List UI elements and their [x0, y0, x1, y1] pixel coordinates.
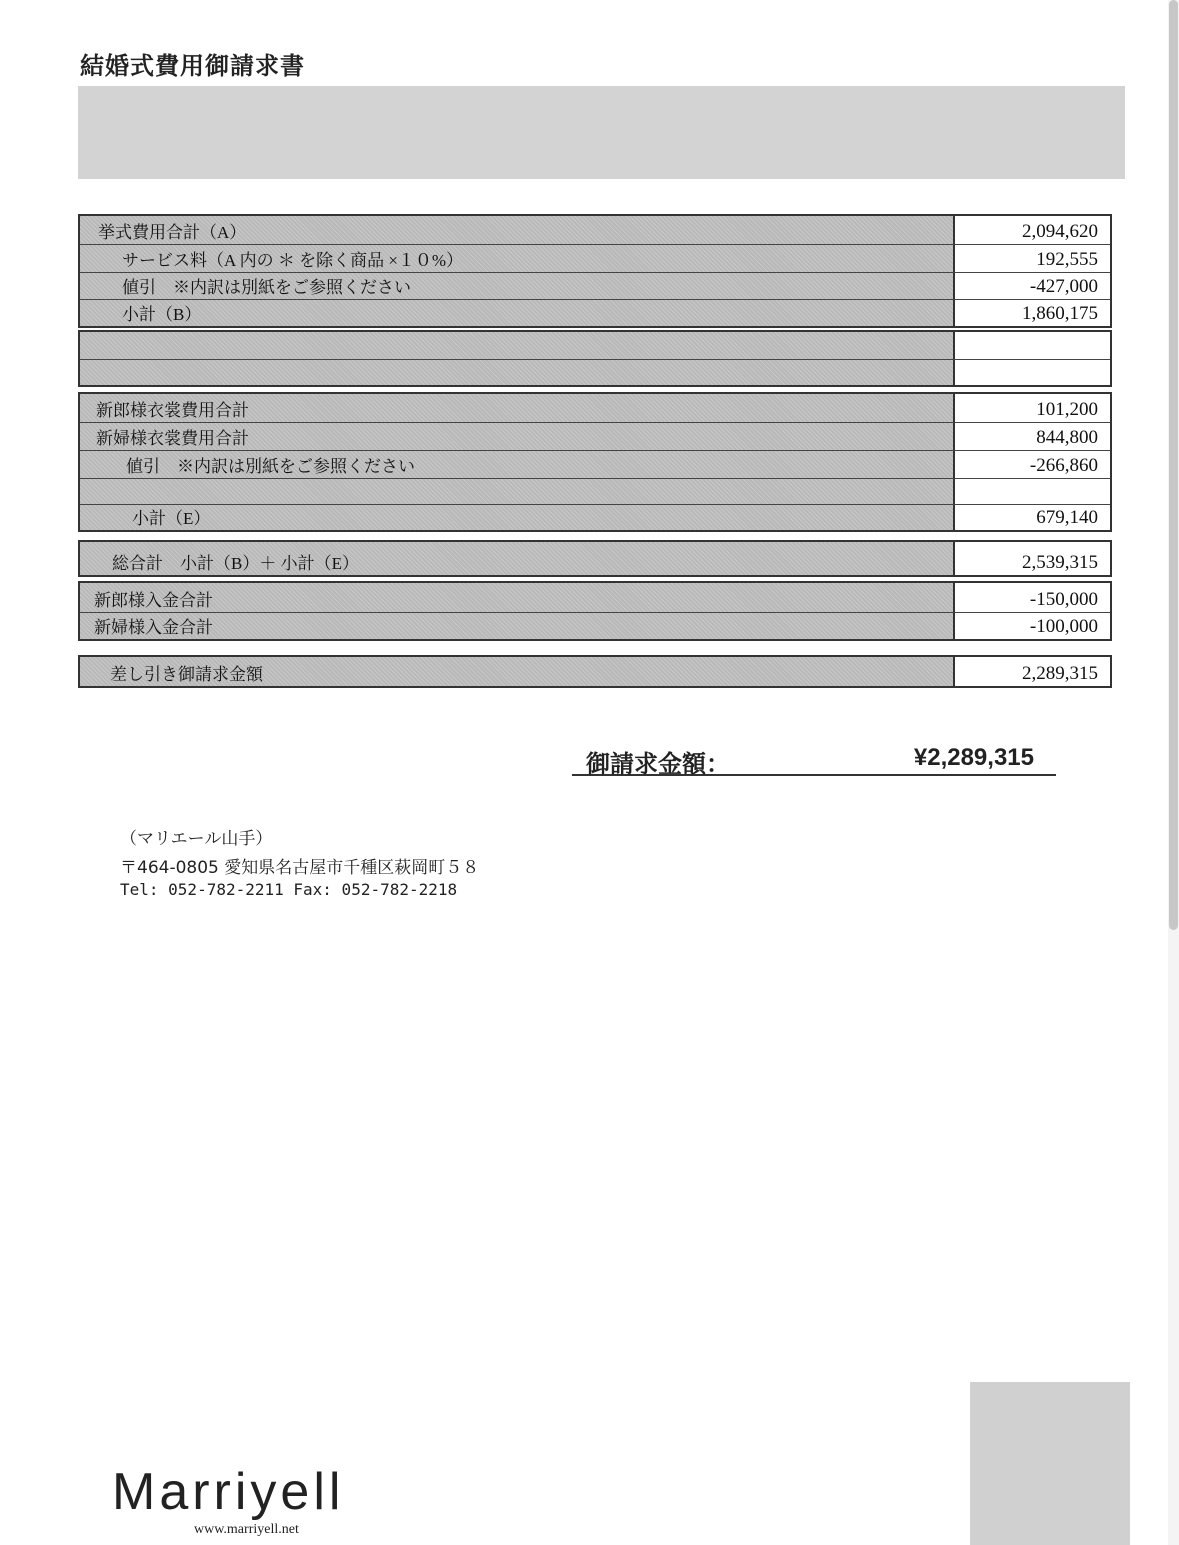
row-value [955, 332, 1110, 359]
row-value: -100,000 [955, 613, 1110, 639]
row-value: 2,094,620 [955, 216, 1110, 244]
row-label: 新婦様衣裳費用合計 [80, 423, 955, 450]
redacted-stamp-area [970, 1382, 1130, 1545]
row-value: 101,200 [955, 394, 1110, 422]
billing-total-label: 御請求金額： [586, 750, 730, 778]
costume-cost-block [78, 392, 1112, 532]
row-label: 差し引き御請求金額 [80, 657, 955, 686]
row-value: 844,800 [955, 423, 1110, 450]
row-label [80, 479, 955, 504]
company-contact: Tel: 052-782-2211 Fax: 052-782-2218 [120, 880, 458, 899]
scrollbar-thumb[interactable] [1169, 0, 1178, 930]
row-value: 192,555 [955, 245, 1110, 272]
deposit-block [78, 581, 1112, 641]
row-label: 小計（B） [80, 300, 955, 326]
table-row [80, 612, 1110, 639]
table-row [80, 542, 1110, 575]
row-value: -150,000 [955, 583, 1110, 612]
redacted-header-area [78, 86, 1125, 179]
row-label: 値引 ※内訳は別紙をご参照ください [80, 273, 955, 299]
empty-block [78, 330, 1112, 387]
grand-total-block [78, 540, 1112, 577]
row-label: 新郎様入金合計 [80, 583, 955, 612]
row-label: 新郎様衣裳費用合計 [80, 394, 955, 422]
table-row [80, 657, 1110, 686]
brand-url: www.marriyell.net [194, 1522, 299, 1537]
company-name: （マリエール山手） [120, 829, 273, 849]
row-label: 新婦様入金合計 [80, 613, 955, 639]
row-label: 総合計 小計（B）＋ 小計（E） [80, 542, 955, 575]
table-row [80, 504, 1110, 530]
row-label: サービス料（A 内の ＊ を除く商品 ×１０%） [80, 245, 955, 272]
billing-total-value: ¥2,289,315 [913, 744, 1034, 771]
table-row [80, 450, 1110, 478]
brand-logo: Marriyell [112, 1463, 345, 1521]
table-row [80, 216, 1110, 244]
row-value [955, 479, 1110, 504]
row-value: 1,860,175 [955, 300, 1110, 326]
table-row [80, 244, 1110, 272]
row-value: -427,000 [955, 273, 1110, 299]
company-address: 〒464-0805 愛知県名古屋市千種区萩岡町５８ [120, 858, 480, 878]
table-row [80, 583, 1110, 612]
table-row [80, 478, 1110, 504]
row-label [80, 360, 955, 385]
row-label [80, 332, 955, 359]
ceremony-cost-block [78, 214, 1112, 328]
balance-block [78, 655, 1112, 688]
row-value: 2,539,315 [955, 542, 1110, 575]
table-row [80, 332, 1110, 359]
table-row [80, 422, 1110, 450]
row-label: 小計（E） [80, 505, 955, 530]
row-value: 679,140 [955, 505, 1110, 530]
table-row [80, 299, 1110, 326]
table-row [80, 394, 1110, 422]
row-value: -266,860 [955, 451, 1110, 478]
scrollbar-track[interactable] [1168, 0, 1179, 1545]
table-row [80, 272, 1110, 299]
table-row [80, 359, 1110, 385]
invoice-title: 結婚式費用御請求書 [80, 52, 305, 80]
row-label: 挙式費用合計（A） [80, 216, 955, 244]
row-value: 2,289,315 [955, 657, 1110, 686]
row-label: 値引 ※内訳は別紙をご参照ください [80, 451, 955, 478]
billing-total [572, 742, 1056, 776]
row-value [955, 360, 1110, 385]
